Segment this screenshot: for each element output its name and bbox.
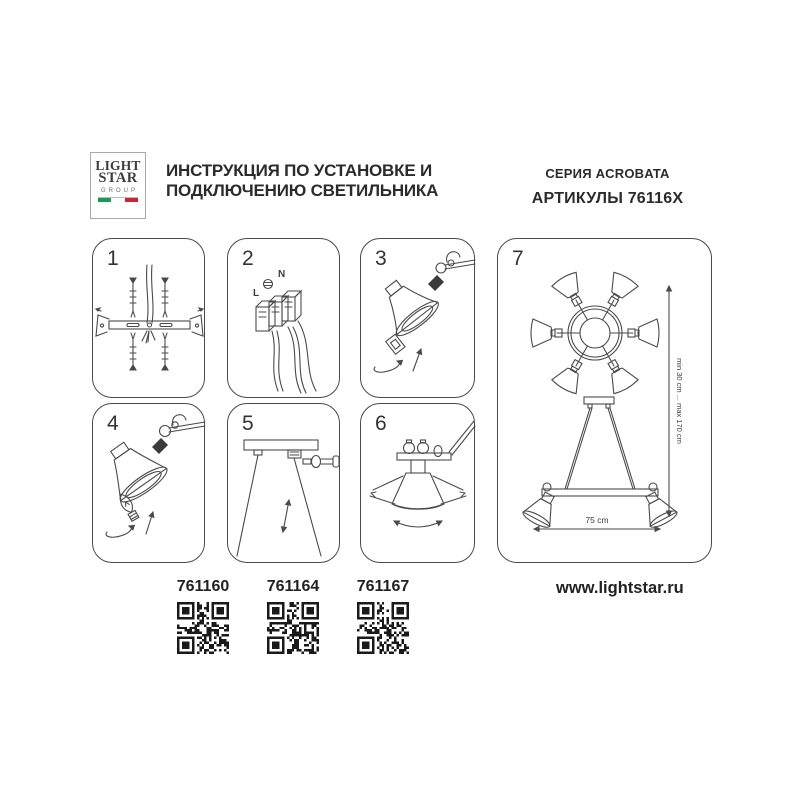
height-dimension-label: min 30 cm ... max 170 cm xyxy=(675,358,684,444)
logo-text-group: GROUP xyxy=(100,187,138,194)
title-line-1: ИНСТРУКЦИЯ ПО УСТАНОВКЕ И xyxy=(166,161,432,180)
qr-code xyxy=(177,602,229,654)
page-title xyxy=(166,161,466,201)
qr-code xyxy=(267,602,319,654)
step-number-3: 3 xyxy=(375,247,387,270)
terminal-label-live: L xyxy=(253,288,260,299)
step-panel-6 xyxy=(360,403,475,563)
step-panel-4 xyxy=(92,403,205,563)
article-code: 761164 xyxy=(266,578,320,595)
shade-swivel-illustration xyxy=(361,404,476,564)
article-code: 761167 xyxy=(356,578,410,595)
candle-bulb-install-illustration xyxy=(93,404,206,564)
step-panel-2 xyxy=(227,238,340,398)
cable-adjustment-illustration xyxy=(228,404,341,564)
logo-text-star: STAR xyxy=(98,170,138,187)
terminal-label-neutral: N xyxy=(278,269,286,280)
series-name: СЕРИЯ ACROBATA xyxy=(545,166,670,181)
website-url: www.lightstar.ru xyxy=(556,579,684,597)
width-dimension-label: 75 cm xyxy=(585,515,609,525)
series-info xyxy=(500,166,715,208)
step-number-6: 6 xyxy=(375,412,387,435)
lamp-bulb-install-illustration xyxy=(361,239,476,399)
step-number-1: 1 xyxy=(107,247,119,270)
logo-text-light: LIGHT xyxy=(95,158,141,173)
step-number-4: 4 xyxy=(107,412,119,435)
step-panel-5 xyxy=(227,403,340,563)
title-line-2: ПОДКЛЮЧЕНИЮ СВЕТИЛЬНИКА xyxy=(166,181,439,200)
step-panel-7 xyxy=(497,238,712,563)
lightstar-logo xyxy=(90,152,146,219)
article-item xyxy=(353,578,413,654)
article-item xyxy=(173,578,233,654)
step-panel-1 xyxy=(92,238,205,398)
article-item xyxy=(263,578,323,654)
terminal-block-illustration xyxy=(228,239,341,399)
step-number-5: 5 xyxy=(242,412,254,435)
mounting-bracket-illustration xyxy=(93,239,206,399)
italian-flag-icon xyxy=(98,197,138,202)
step-panel-3 xyxy=(360,238,475,398)
articles-range: АРТИКУЛЫ 76116X xyxy=(531,190,684,207)
step-number-2: 2 xyxy=(242,247,254,270)
chandelier-overview-illustration xyxy=(498,239,713,564)
qr-code xyxy=(357,602,409,654)
article-code: 761160 xyxy=(176,578,230,595)
step-number-7: 7 xyxy=(512,247,524,270)
